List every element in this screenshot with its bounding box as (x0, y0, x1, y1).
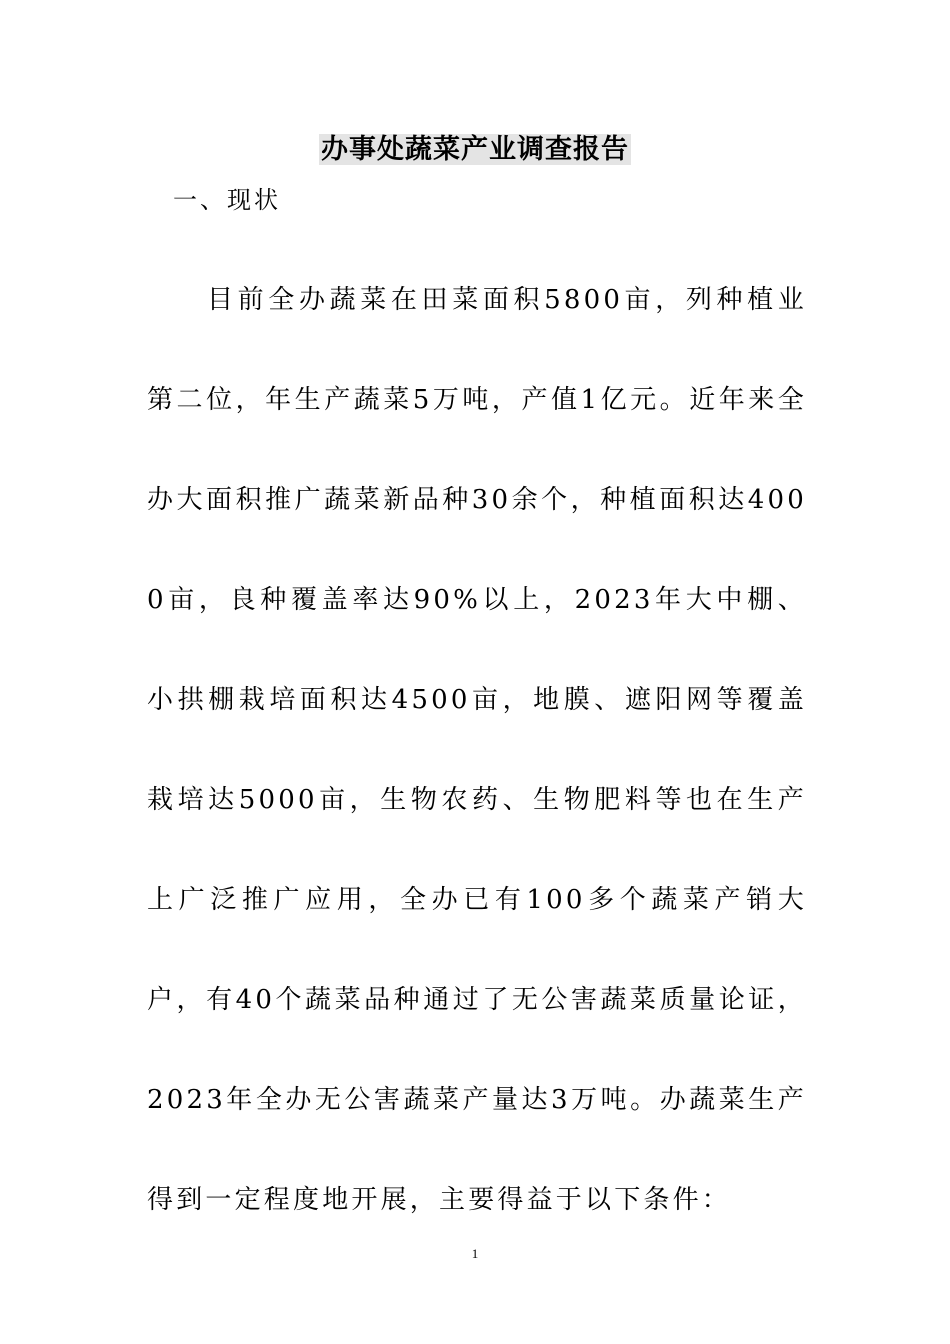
page-number: 1 (471, 1246, 479, 1261)
section-heading: 一、现状 (173, 186, 281, 214)
body-paragraph: 目前全办蔬菜在田菜面积5800亩，列种植业第二位，年生产蔬菜5万吨，产值1亿元。近年来全办大面积推广蔬菜新品种30余个，种植面积达4000亩，良种覆盖率达90%以上，2023年大中棚、小拱棚栽培面积达4500亩，地膜、遮阳网等覆盖栽培达5000亩，生物农药、生物肥料等也在生产上广泛推广应用，全办已有100多个蔬菜产销大户，有40个蔬菜品种通过了无公害蔬菜质量论证，2023年全办无公害蔬菜产量达3万吨。办蔬菜生产得到一定程度地开展，主要得益于以下条件： (147, 285, 807, 1215)
document-title (0, 130, 950, 170)
document-title-text: 办事处蔬菜产业调查报告 (321, 134, 629, 165)
